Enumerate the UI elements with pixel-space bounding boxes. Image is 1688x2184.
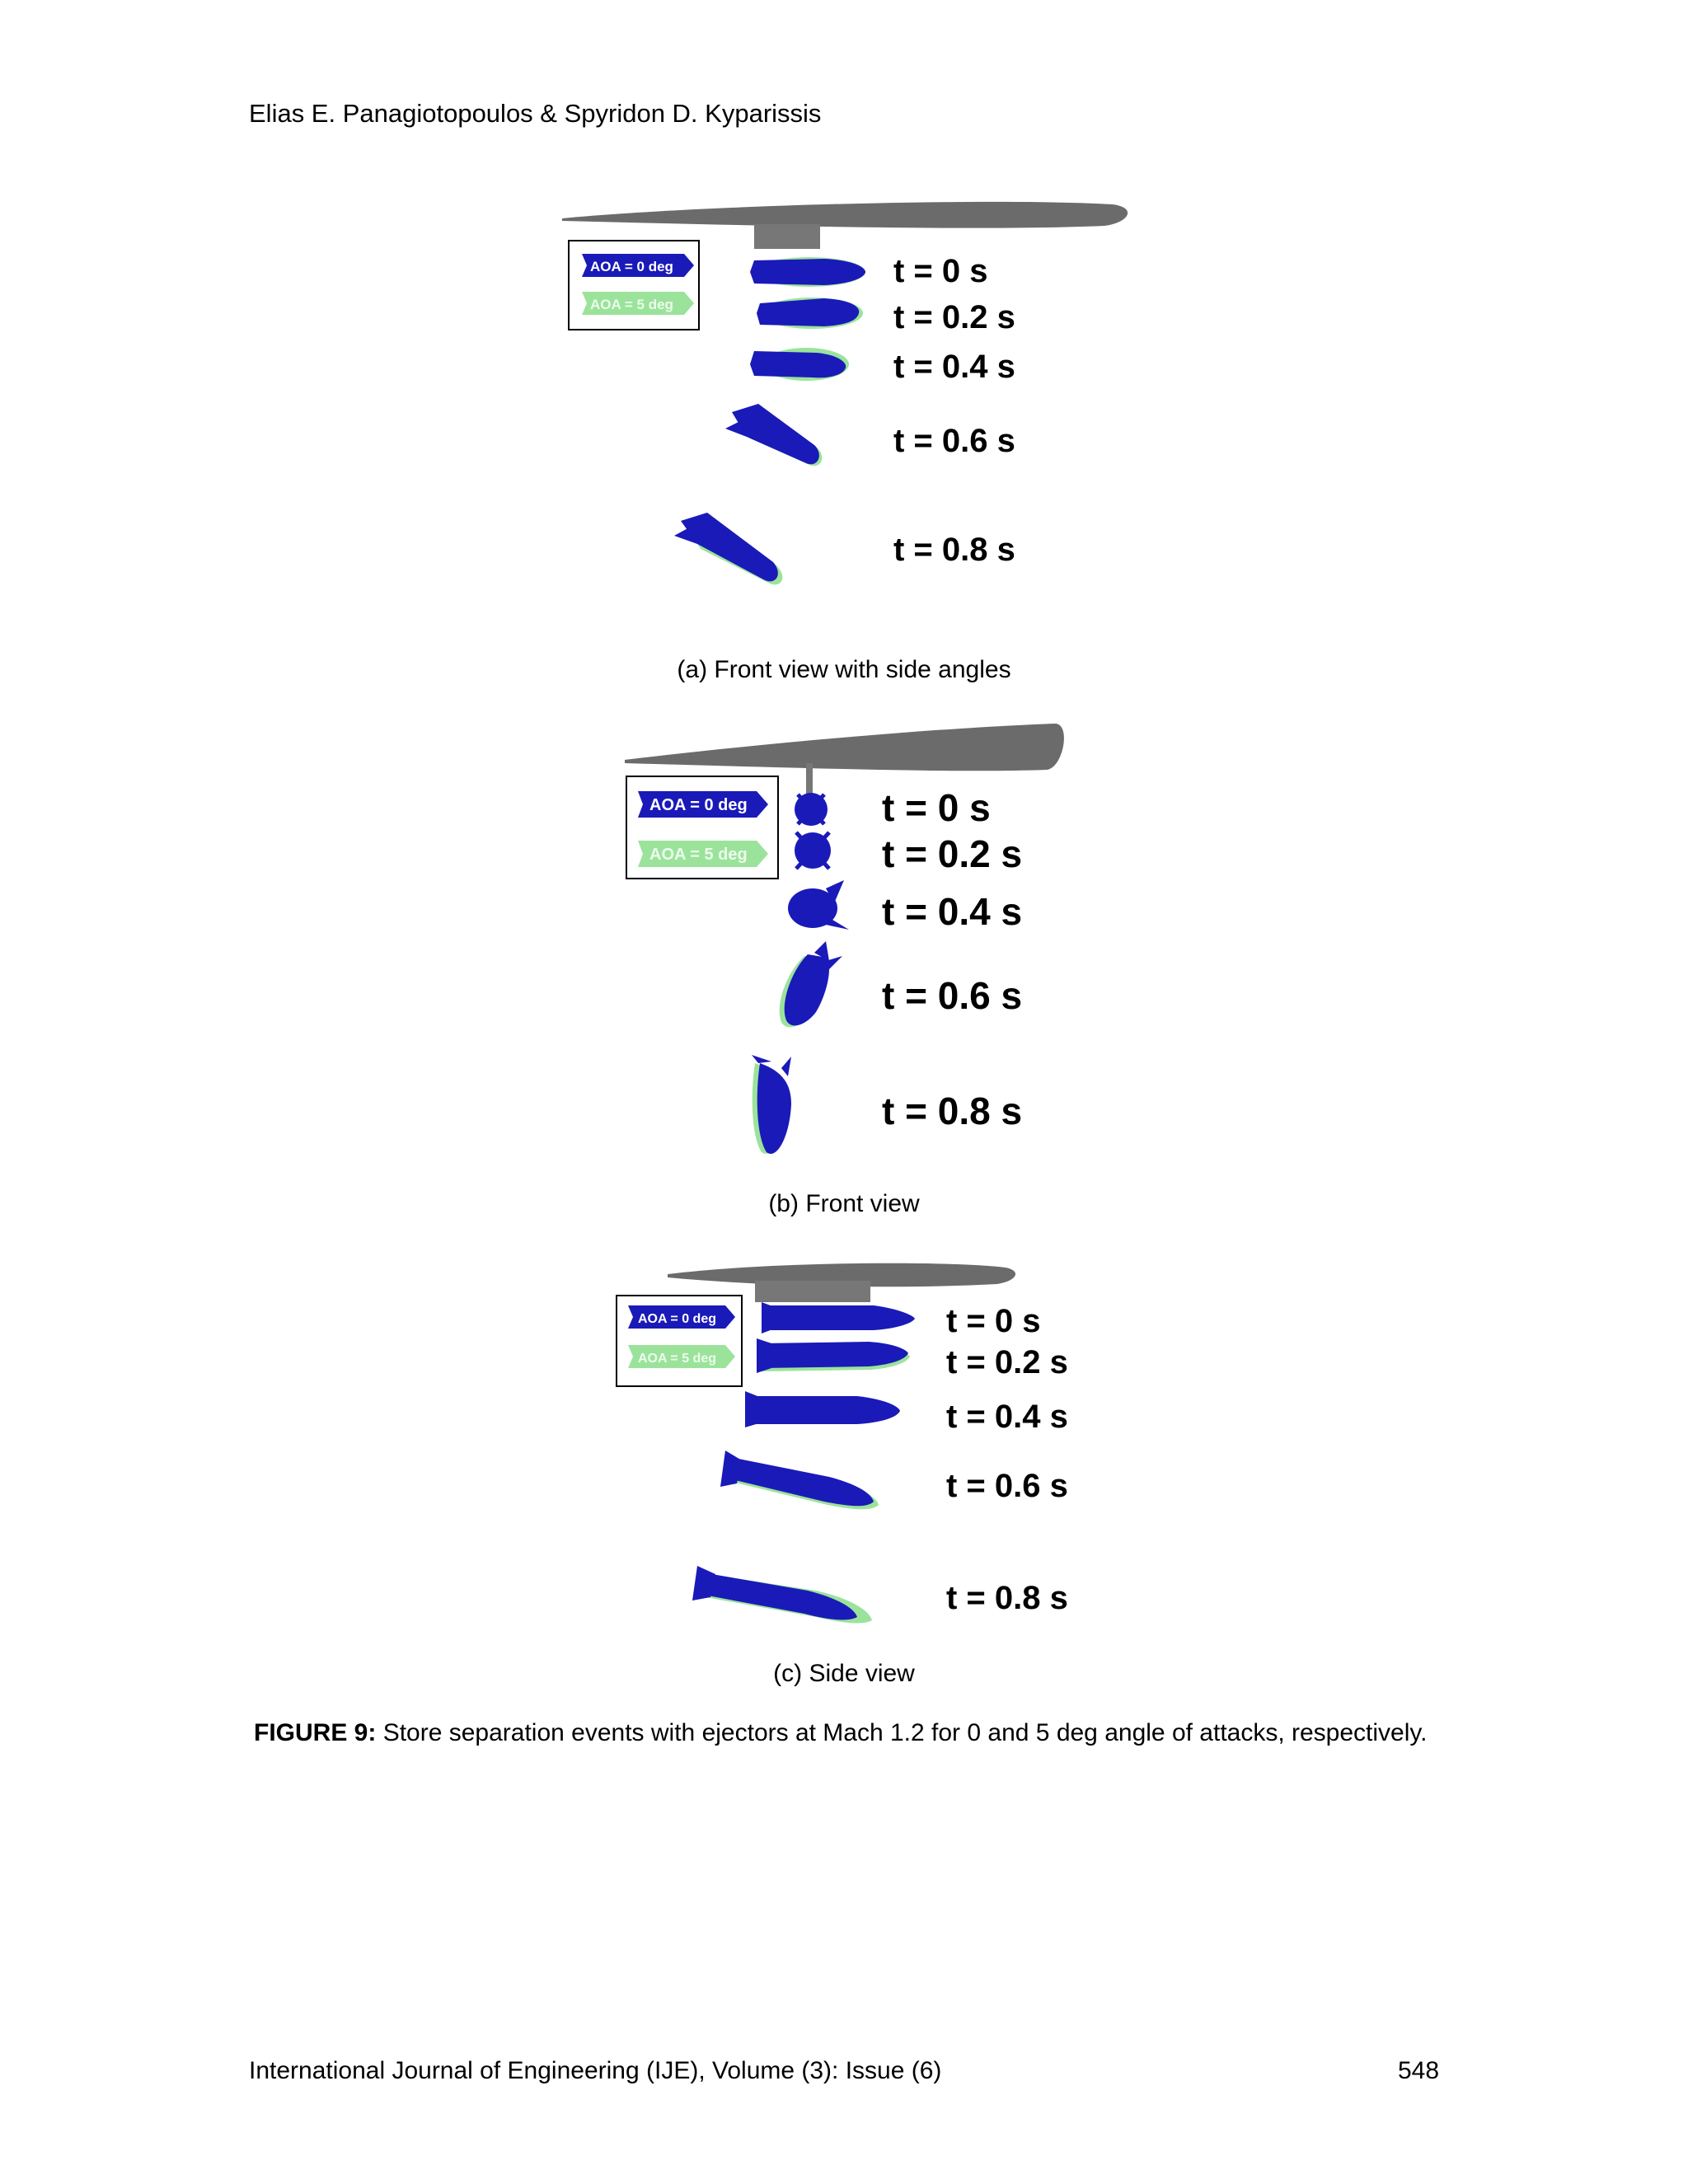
panel-caption-a: (a) Front view with side angles (677, 656, 1011, 683)
store-t02 (795, 832, 831, 869)
legend-box (626, 776, 778, 879)
store-t04 (745, 1391, 900, 1427)
legend-label-aoa5: AOA = 5 deg (649, 846, 748, 864)
time-label: t = 0.6 s (893, 423, 1015, 459)
pylon (755, 1281, 870, 1302)
store-t0 (750, 257, 865, 287)
figure-caption-text: Store separation events with ejectors at Mach 1.2 for 0 and 5 deg angle of attacks, respectively. (376, 1719, 1428, 1746)
figure-panel-c (610, 1244, 1121, 1657)
store-t0 (762, 1302, 915, 1333)
page-number: 548 (1398, 2057, 1440, 2084)
store-t02 (757, 298, 863, 329)
time-label: t = 0.6 s (946, 1468, 1068, 1504)
figure-caption (254, 1719, 1490, 1747)
legend-box (569, 241, 699, 330)
time-label: t = 0.8 s (946, 1580, 1068, 1616)
time-label: t = 0.4 s (882, 890, 1023, 933)
time-label: t = 0.4 s (893, 349, 1015, 385)
time-label: t = 0.2 s (946, 1344, 1068, 1380)
store-t06 (720, 1451, 879, 1509)
time-label: t = 0 s (893, 253, 988, 289)
legend-label-aoa0: AOA = 0 deg (638, 1312, 716, 1326)
store-t02 (757, 1338, 910, 1373)
store-t08 (692, 1566, 872, 1623)
time-label: t = 0.6 s (882, 974, 1023, 1017)
store-t04 (750, 348, 849, 381)
store-t04 (788, 880, 849, 930)
running-header: Elias E. Panagiotopoulos & Spyridon D. Kyparissis (249, 99, 822, 128)
panel-caption-b: (b) Front view (768, 1190, 920, 1217)
time-label: t = 0.2 s (882, 832, 1023, 875)
legend-label-aoa0: AOA = 0 deg (590, 259, 673, 274)
figure-panel-b (610, 709, 1121, 1170)
pylon (754, 224, 820, 249)
store-t06 (780, 941, 842, 1027)
time-label: t = 0.4 s (946, 1399, 1068, 1435)
wing-shape (562, 202, 1128, 228)
legend-label-aoa5: AOA = 5 deg (638, 1352, 716, 1366)
time-label: t = 0.8 s (893, 532, 1015, 568)
store-t08 (752, 1055, 791, 1154)
store-t06 (725, 404, 822, 466)
time-label: t = 0 s (882, 786, 991, 829)
figure-label: FIGURE 9: (254, 1719, 377, 1746)
legend-label-aoa5: AOA = 5 deg (590, 297, 673, 312)
store-t08 (674, 513, 782, 584)
wing-shape (625, 724, 1064, 771)
figure-panel-a (544, 190, 1154, 618)
footer-journal: International Journal of Engineering (IJE), Volume (3): Issue (6) (249, 2057, 942, 2084)
legend-box (617, 1296, 742, 1386)
legend-label-aoa0: AOA = 0 deg (649, 796, 748, 814)
pylon (806, 763, 813, 796)
time-label: t = 0.8 s (882, 1090, 1023, 1132)
store-t0 (795, 793, 828, 826)
time-label: t = 0 s (946, 1303, 1041, 1339)
time-label: t = 0.2 s (893, 299, 1015, 335)
panel-caption-c: (c) Side view (773, 1660, 915, 1687)
